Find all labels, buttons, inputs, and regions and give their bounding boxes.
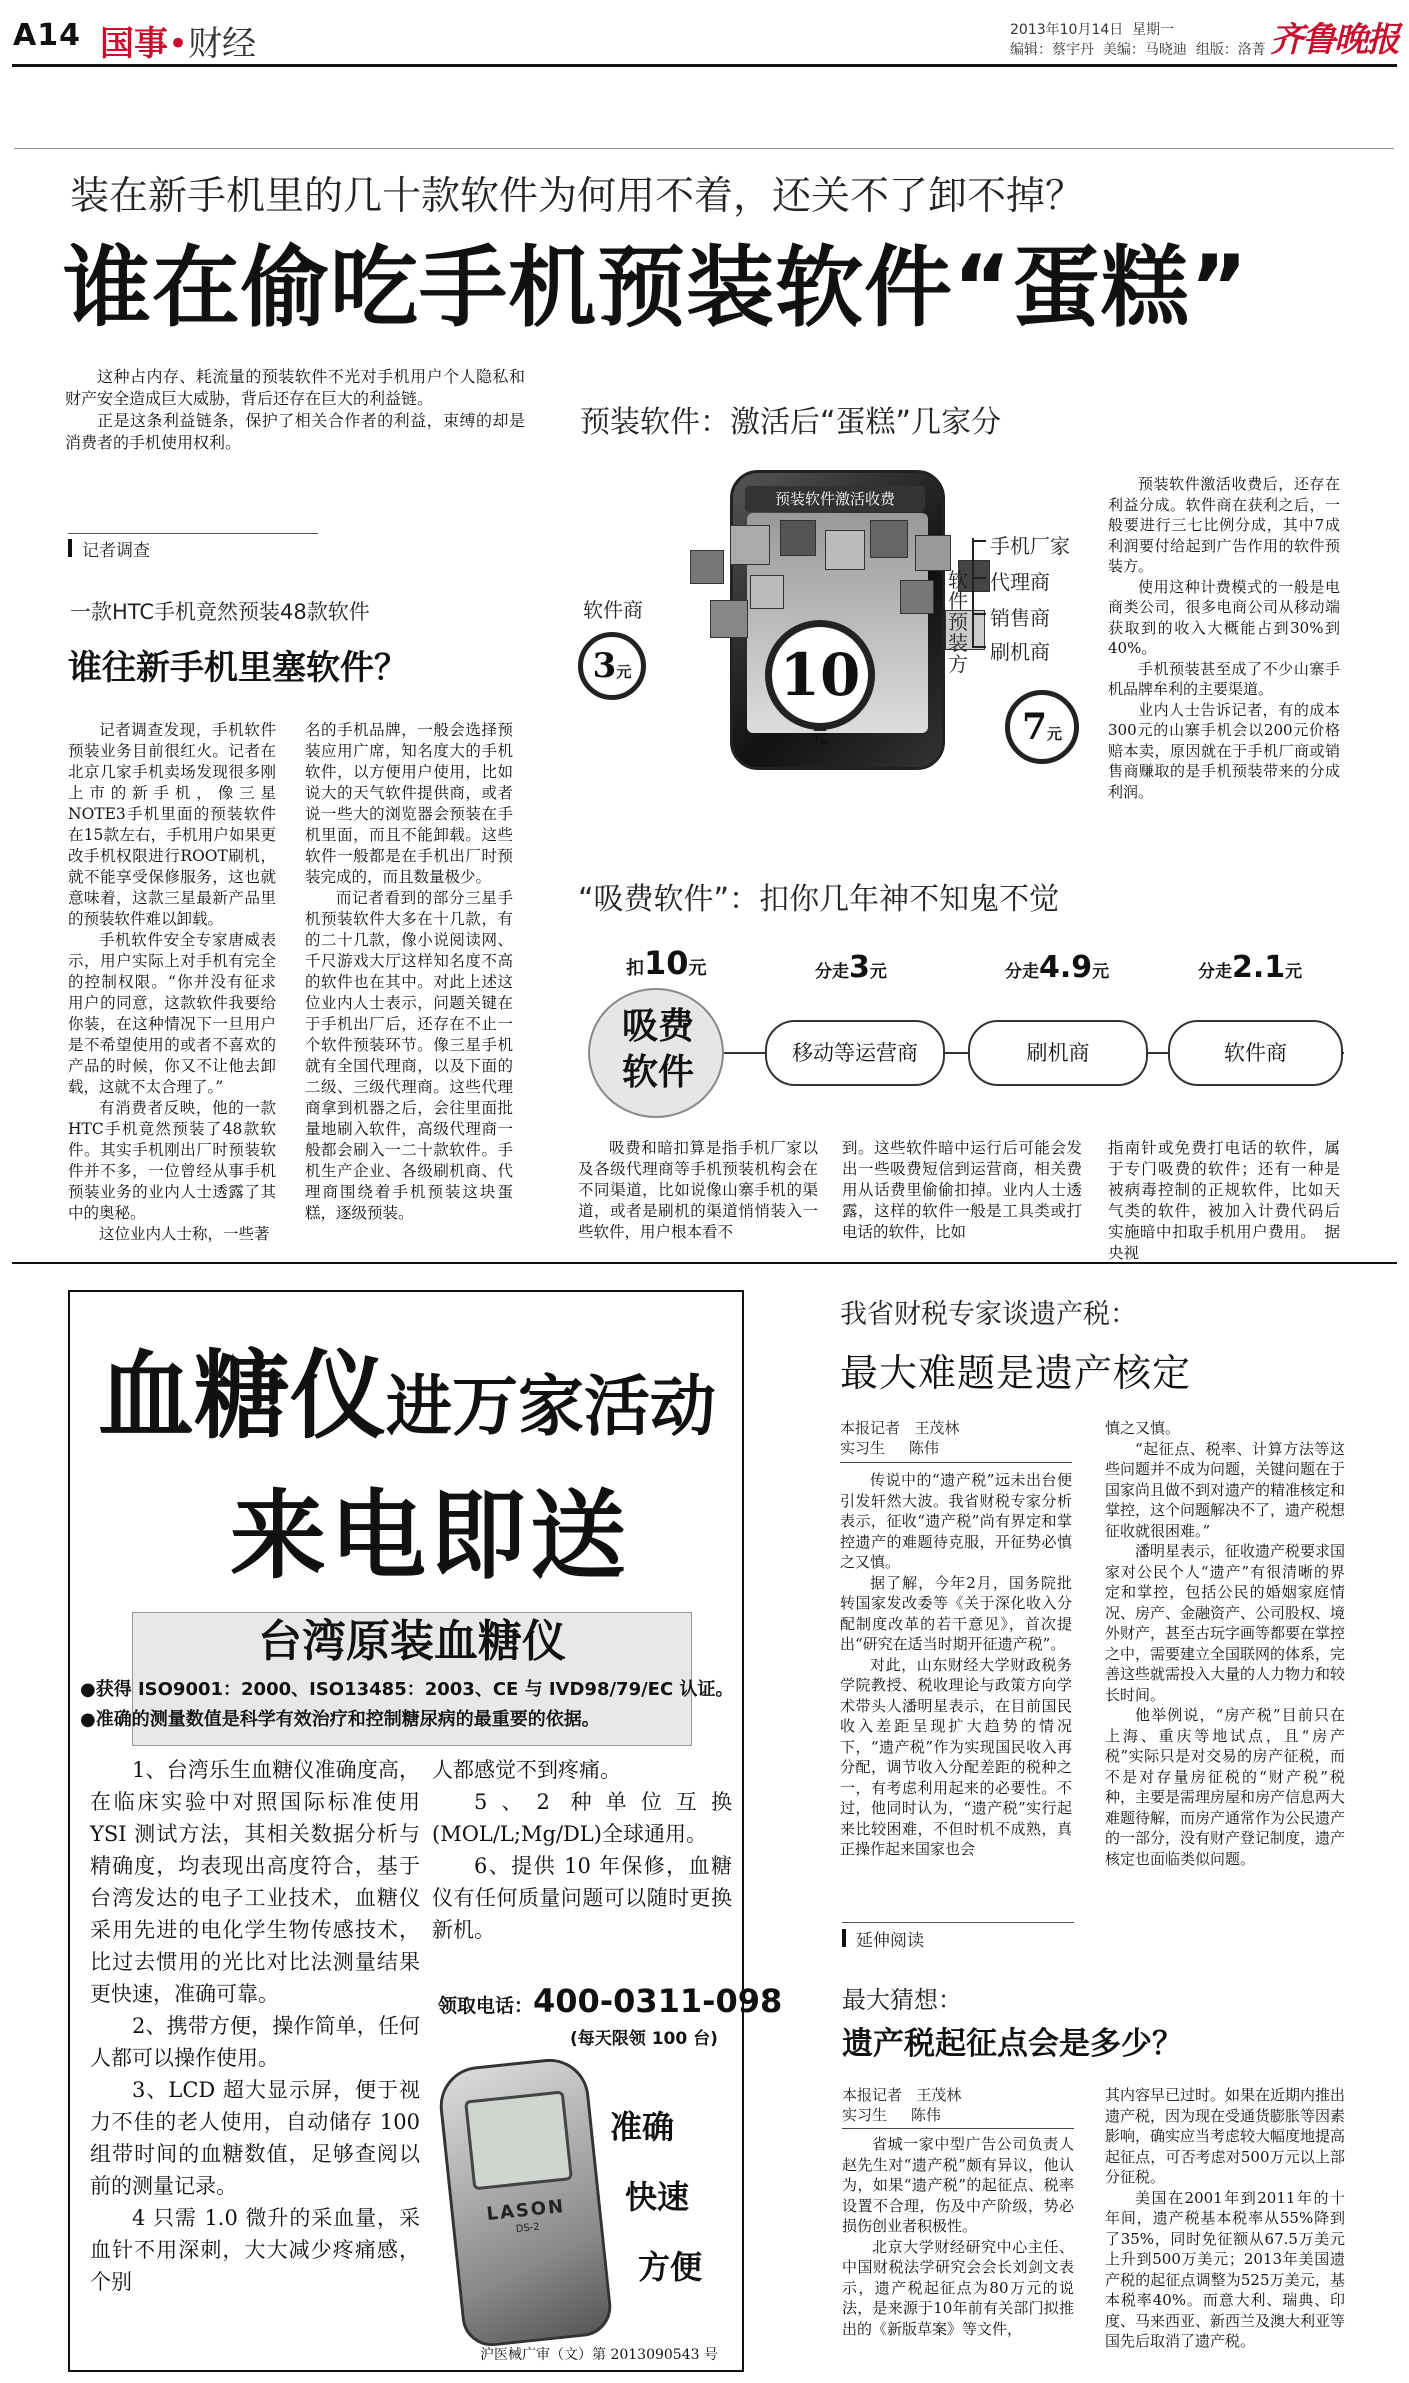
branch-tick — [972, 613, 986, 615]
share-amount: 4.9 — [1039, 950, 1093, 985]
branch-tick — [972, 540, 986, 542]
total-fee-unit: 元 — [811, 728, 829, 748]
ad-paragraph: 4 只需 1.0 微升的采血量，采血针不用深刺，大大减少疼痛感，个别 — [90, 2206, 420, 2294]
ad-approval-number: 沪医械广审（文）第 2013090543 号 — [480, 2347, 718, 2363]
extended-byline — [842, 2085, 961, 2125]
drain-software-core — [588, 988, 724, 1118]
extended-section-label: 延伸阅读 — [842, 1926, 924, 1951]
ad-headline-small: 进万家活动 — [386, 1367, 716, 1445]
section-separator: • — [168, 24, 189, 64]
ad-body-right — [432, 1754, 732, 1944]
ad-tag-fast: 快速 — [625, 2178, 690, 2216]
drain-software-label: 吸费软件 — [621, 1006, 694, 1093]
body-paragraph: 美国在2001年到2011年的十年间，遗产税基本税率从55%降到了35%，同时免征额从67.5万美元上升到500万美元；2013年美国遗产税的起征点调整为525万美元，基本税率40%。而意大利、瑞典、印度、马来西亚、新西兰及澳大利亚等国先后取消了遗产税。 — [1105, 2188, 1346, 2350]
share-amount: 3 — [849, 950, 870, 985]
phone-banner: 预装软件激活收费 — [745, 486, 925, 512]
vendor-share-circle — [578, 632, 646, 700]
ad-paragraph: 5、2 种单位互换(MOL/L;Mg/DL)全球通用。 — [432, 1790, 732, 1846]
preinstaller-share-unit: 元 — [1047, 725, 1063, 743]
preinstaller-share-amount: 7 — [1021, 706, 1048, 748]
software-vendor-label: 软件商 — [583, 598, 643, 622]
reporter-subhead: 一款HTC手机竟然预装48款软件 — [70, 600, 370, 624]
reporter-section-rule — [68, 533, 318, 534]
extended-byline-rule — [842, 2128, 1074, 2129]
art-editor-credit: 美编：马晓迪 — [1102, 42, 1187, 58]
glucose-meter-device — [436, 2055, 614, 2349]
node-flasher-label: 刷机商 — [1026, 1041, 1090, 1065]
total-fee-amount: 10 — [779, 641, 861, 709]
body-paragraph: 预装软件激活收费后，还存在利益分成。软件商在获利之后，一般要进行三七比例分成，其中7成利润要付给起到广告作用的软件预装方。 — [1108, 475, 1340, 575]
infographic-2-text-3 — [1108, 1138, 1340, 1262]
device-model: DS-2 — [515, 2221, 541, 2236]
extended-column-1 — [842, 2134, 1074, 2374]
issue-date: 2013年10月14日 — [1010, 22, 1124, 38]
paper-logo: 齐鲁晚报 — [1270, 20, 1398, 60]
share-unit: 元 — [1092, 962, 1110, 982]
byline-rule — [840, 1462, 1072, 1463]
node-flasher — [968, 1020, 1148, 1086]
body-paragraph: 手机预装甚至成了不少山寨手机品牌牟利的主要渠道。 — [1108, 659, 1340, 698]
branch-retailer: 销售商 — [990, 606, 1050, 630]
lead-paragraph: 这种占内存、耗流量的预装软件不光对手机用户个人隐私和财产安全造成巨大威胁，背后还存在巨大的利益链。 — [65, 367, 525, 408]
ad-headline — [98, 1320, 716, 1457]
mid-page-rule — [12, 1262, 1397, 1264]
reporter-column-2 — [305, 720, 513, 1240]
infographic-1-sidebar — [1108, 474, 1340, 814]
body-paragraph: 吸费和暗扣算是指手机厂家以及各级代理商等手机预装机构会在不同渠道，比如说像山寨手机的渠道，或者是刷机的渠道悄悄装入一些软件，用户根本看不 — [578, 1139, 818, 1241]
vendor-share-unit: 元 — [616, 663, 632, 681]
body-paragraph: 有消费者反映，他的一款HTC手机竟然预装了48款软件。其实手机刚出厂时预装软件并不多，一位曾经从事手机预装业务的业内人士透露了其中的奥秘。 — [68, 1099, 276, 1222]
editor-credit: 编辑：蔡宇丹 — [1010, 42, 1094, 58]
byline-role: 实习生 — [842, 2106, 888, 2124]
branch-phone-maker: 手机厂家 — [990, 534, 1070, 558]
node-vendor-label: 软件商 — [1224, 1041, 1287, 1065]
infographic-1-title: 预装软件：激活后“蛋糕”几家分 — [580, 405, 1002, 440]
preinstaller-vertical-label: 软件预装方 — [948, 568, 968, 676]
share-prefix: 分走 — [815, 962, 849, 982]
ad-subheadline: 来电即送 — [230, 1479, 630, 1592]
body-paragraph: “起征点、税率、计算方法等这些问题并不成为问题，关键问题在于国家尚且做不到对遗产的精准核定和掌控，这个问题解决不了，遗产税想征收就很困难。” — [1105, 1439, 1346, 1540]
tax-byline — [840, 1418, 959, 1458]
proofreader-credit: 组版：洛菁 — [1195, 42, 1266, 58]
infographic-2-text-1 — [578, 1138, 818, 1243]
page-number: A14 — [13, 18, 81, 53]
body-paragraph: 业内人士告诉记者，有的成本300元的山寨手机会以200元价格赔本卖，原因就在于手机厂商或销售商赚取的是手机预装带来的分成利润。 — [1108, 700, 1340, 801]
app-tile — [730, 525, 770, 565]
headline-top-rule — [14, 148, 1394, 149]
infographic-2-text-2 — [842, 1138, 1082, 1243]
app-tile — [915, 535, 951, 571]
ad-paragraph: 6、提供 10 年保修，血糖仪有任何质量问题可以随时更换新机。 — [432, 1854, 732, 1942]
tax-column-2 — [1105, 1418, 1345, 1910]
branch-tick — [972, 646, 986, 648]
byline-name: 陈伟 — [910, 2106, 941, 2124]
deduct-unit: 元 — [688, 958, 707, 979]
app-tile — [690, 550, 724, 584]
extended-section-rule — [842, 1922, 1074, 1923]
share-amount: 2.1 — [1232, 950, 1286, 985]
app-tile — [900, 580, 934, 614]
device-brand: LASON — [485, 2195, 567, 2226]
body-paragraph: 对此，山东财经大学财政税务学院教授、税收理论与政策方向学术带头人潘明星表示，在目前国民收入差距呈现扩大趋势的情况下，“遗产税”作为实现国民收入再分配，调节收入分配差距的税种之一，有考虑利用起来的必要性。不过，他同时认为，“遗产税”实行起来比较困难，不但时机不成熟，真正操作起来国家也会 — [840, 1655, 1072, 1858]
body-paragraph: 省城一家中型广告公司负责人赵先生对“遗产税”颇有异议，他认为，如果“遗产税”的起征点、税率设置不合理，伤及中产阶级，势必损伤创业者积极性。 — [842, 2135, 1074, 2235]
body-paragraph: 使用这种计费模式的一般是电商类公司，很多电商公司从移动端获取到的收入大概能占到30%到40%。 — [1108, 577, 1340, 657]
tax-column-1 — [840, 1470, 1072, 1910]
byline-name: 王茂林 — [916, 2086, 962, 2104]
share-unit: 元 — [1285, 962, 1303, 982]
ad-tag-convenient: 方便 — [638, 2248, 703, 2286]
node-vendor-share — [1198, 950, 1302, 985]
app-tile — [750, 575, 784, 609]
byline-role: 本报记者 — [842, 2086, 903, 2104]
byline-role: 本报记者 — [840, 1419, 901, 1437]
app-tile — [870, 520, 908, 558]
tax-kicker: 我省财税专家谈遗产税： — [840, 1299, 1137, 1330]
ad-accuracy-note: ●准确的测量数值是科学有效治疗和控制糖尿病的最重要的依据。 — [80, 1709, 600, 1730]
ad-tag-accurate: 准确 — [610, 2108, 675, 2146]
infographic-2-title: “吸费软件”：扣你几年神不知鬼不觉 — [578, 882, 1060, 917]
app-tile — [710, 600, 748, 638]
app-tile — [825, 530, 865, 570]
branch-agent: 代理商 — [990, 570, 1050, 594]
lead-paragraphs — [65, 366, 525, 486]
ad-banner-title: 台湾原装血糖仪 — [258, 1616, 566, 1667]
headline-title: 谁在偷吃手机预装软件“蛋糕” — [63, 236, 1249, 339]
headline-kicker: 装在新手机里的几十款软件为何用不着，还关不了卸不掉？ — [70, 174, 1085, 219]
ad-hotline-number[interactable]: 400-0311-098 — [533, 1982, 783, 2020]
tax-title: 最大难题是遗产核定 — [840, 1351, 1192, 1395]
node-vendor — [1168, 1020, 1343, 1086]
node-flasher-share — [1005, 950, 1109, 985]
byline-role: 实习生 — [840, 1439, 886, 1457]
body-paragraph: 记者调查发现，手机软件预装业务目前很红火。记者在北京几家手机卖场发现很多刚上市的新手机，像三星NOTE3手机里面的预装软件在15款左右，手机用户如果更改手机权限进行ROOT刷机，就不能享受保修服务，这也就意味着，这款三星最新产品里的预装软件难以卸载。 — [68, 721, 276, 928]
ad-paragraph: 1、台湾乐生血糖仪准确度高，在临床实验中对照国际标准使用YSI 测试方法，其相关数据分析与精确度，均表现出高度符合，基于台湾发达的电子工业技术，血糖仪采用先进的电化学生物传感技术，比过去惯用的光比对比法测量结果更快速，准确可靠。 — [90, 1758, 420, 2006]
total-fee-circle — [765, 620, 875, 748]
extended-title: 遗产税起征点会是多少？ — [842, 2026, 1183, 2062]
share-prefix: 分走 — [1198, 962, 1232, 982]
byline-name: 王茂林 — [914, 1419, 960, 1437]
deduct-prefix: 扣 — [626, 958, 644, 979]
app-tile — [780, 520, 816, 556]
ad-paragraph: 3、LCD 超大显示屏，便于视力不佳的老人使用，自动储存 100 组带时间的血糖数值，足够查阅以前的测量记录。 — [90, 2078, 420, 2198]
body-paragraph: 传说中的“遗产税”远未出台便引发轩然大波。我省财税专家分析表示，征收“遗产税”尚有界定和掌控遗产的难题待克服，开征势必慎之又慎。 — [840, 1471, 1072, 1571]
share-prefix: 分走 — [1005, 962, 1039, 982]
ad-hotline-label: 领取电话： — [438, 1995, 534, 2017]
masthead-meta — [1010, 20, 1266, 60]
share-unit: 元 — [869, 962, 887, 982]
masthead-rule — [12, 64, 1397, 67]
body-paragraph: 北京大学财经研究中心主任、中国财税法学研究会会长刘剑文表示，遗产税起征点为80万元的说法，是来源于10年前有关部门拟推出的《新版草案》等文件， — [842, 2237, 1074, 2338]
branch-tick — [972, 577, 986, 579]
node-operator — [765, 1020, 945, 1086]
body-paragraph: 名的手机品牌，一般会选择预装应用广席，知名度大的手机软件，以方便用户使用，比如说大的天气软件提供商，或者说一些大的浏览器会预装在手机里面，而且不能卸载。这些软件一般都是在手机出厂时预装完成的，而且数量极少。 — [305, 721, 513, 886]
section-name — [100, 16, 256, 65]
body-paragraph: 而记者看到的部分三星手机预装软件大多在十几款，有的二十几款，像小说阅读网、千尺游戏大厅这样知名度不高的软件也在其中。对此上述这位业内人士表示，问题关键在于手机出厂后，还存在不止一个软件预装环节。像三星手机就有全国代理商，以及下面的二级、三级代理商。这些代理商拿到机器之后，会往里面批量地刷入软件，高级代理商一般都会刷入一二十款软件。手机生产企业、各级刷机商、代理商围绕着手机预装这块蛋糕，逐级预装。 — [305, 889, 513, 1222]
ad-hotline-note: (每天限领 100 台) — [570, 2029, 718, 2049]
preinstaller-share-circle — [1005, 690, 1079, 764]
body-paragraph: 手机软件安全专家唐威表示，用户实际上对手机有完全的控制权限。“你并没有征求用户的同意，这款软件我要给你装，在这种情况下一旦用户是不希望使用的或者不喜欢的产品的时候，你又不让他去卸载，这就不太合理了。” — [68, 931, 276, 1096]
body-paragraph: 到。这些软件暗中运行后可能会发出一些吸费短信到运营商，相关费用从话费里偷偷扣掉。业内人士透露，这样的软件一般是工具类或打电话的软件，比如 — [842, 1139, 1082, 1241]
body-paragraph: 这位业内人士称，一些著 — [99, 1225, 270, 1243]
body-paragraph: 其内容早已过时。如果在近期内推出遗产税，因为现在受通货膨胀等因素影响，确实应当考虑较大幅度地提高起征点，可否考虑对500万元以上部分征税。 — [1105, 2086, 1346, 2186]
byline-name: 陈伟 — [908, 1439, 939, 1457]
extended-column-2 — [1105, 2085, 1345, 2375]
deduct-amount: 10 — [644, 944, 689, 982]
ad-certification: ●获得 ISO9001：2000、ISO13485：2003、CE 与 IVD98/79/EC 认证。 — [80, 1679, 734, 1700]
ad-body-left — [90, 1754, 420, 2364]
body-paragraph: 慎之又慎。 — [1105, 1419, 1181, 1437]
body-paragraph: 指南针或免费打电话的软件，属于专门吸费的软件；还有一种是被病毒控制的正规软件，比如天气类的软件，被加入计费代码后实施暗中扣取手机用户费用。 据央视 — [1108, 1139, 1340, 1262]
reporter-section-label: 记者调查 — [68, 536, 150, 561]
node-operator-label: 移动等运营商 — [792, 1041, 918, 1065]
ad-hotline — [438, 1982, 782, 2020]
ad-paragraph: 2、携带方便，操作简单，任何人都可以操作使用。 — [90, 2014, 420, 2070]
branch-flasher: 刷机商 — [990, 640, 1050, 664]
node-operator-share — [815, 950, 887, 985]
ad-headline-big: 血糖仪 — [98, 1339, 386, 1452]
deduct-label — [626, 944, 707, 982]
device-screen — [464, 2090, 573, 2190]
vendor-share-amount: 3 — [592, 646, 617, 686]
reporter-column-1 — [68, 720, 276, 1243]
issue-weekday: 星期一 — [1132, 22, 1175, 38]
branch-bracket — [972, 538, 986, 648]
reporter-title: 谁往新手机里塞软件？ — [68, 648, 408, 688]
extended-kicker: 最大猜想： — [842, 1986, 962, 2014]
body-paragraph: 据了解，今年2月，国务院批转国家发改委等《关于深化收入分配制度改革的若干意见》，首次提出“研究在适当时期开征遗产税”。 — [840, 1573, 1072, 1653]
section-name-secondary: 财经 — [188, 24, 257, 64]
section-name-primary: 国事 — [100, 24, 168, 64]
lead-paragraph: 正是这条利益链条，保护了相关合作者的利益，束缚的却是消费者的手机使用权利。 — [65, 411, 525, 452]
body-paragraph: 他举例说，“房产税”目前只在上海、重庆等地试点，且“房产税”实际只是对交易的房产征税，而不是对存量房征税的“财产税”税种，主要是需理房屋和房产信息两大难题待解，而房产通常作为公民遗产的一部分，没有财产登记制度，遗产核定也面临类似问题。 — [1105, 1706, 1346, 1868]
body-paragraph: 潘明星表示，征收遗产税要求国家对公民个人“遗产”有很清晰的界定和掌控，包括公民的婚姻家庭情况、房产、金融资产、公司股权、境外财产，甚至古玩字画等都要在掌控之中，需要建立全国联网的体系，完善这些就需投入大量的人力物力和较长时间。 — [1105, 1542, 1346, 1704]
ad-paragraph: 人都感觉不到疼痛。 — [432, 1758, 621, 1782]
glucose-meter-ad — [68, 1290, 783, 2372]
